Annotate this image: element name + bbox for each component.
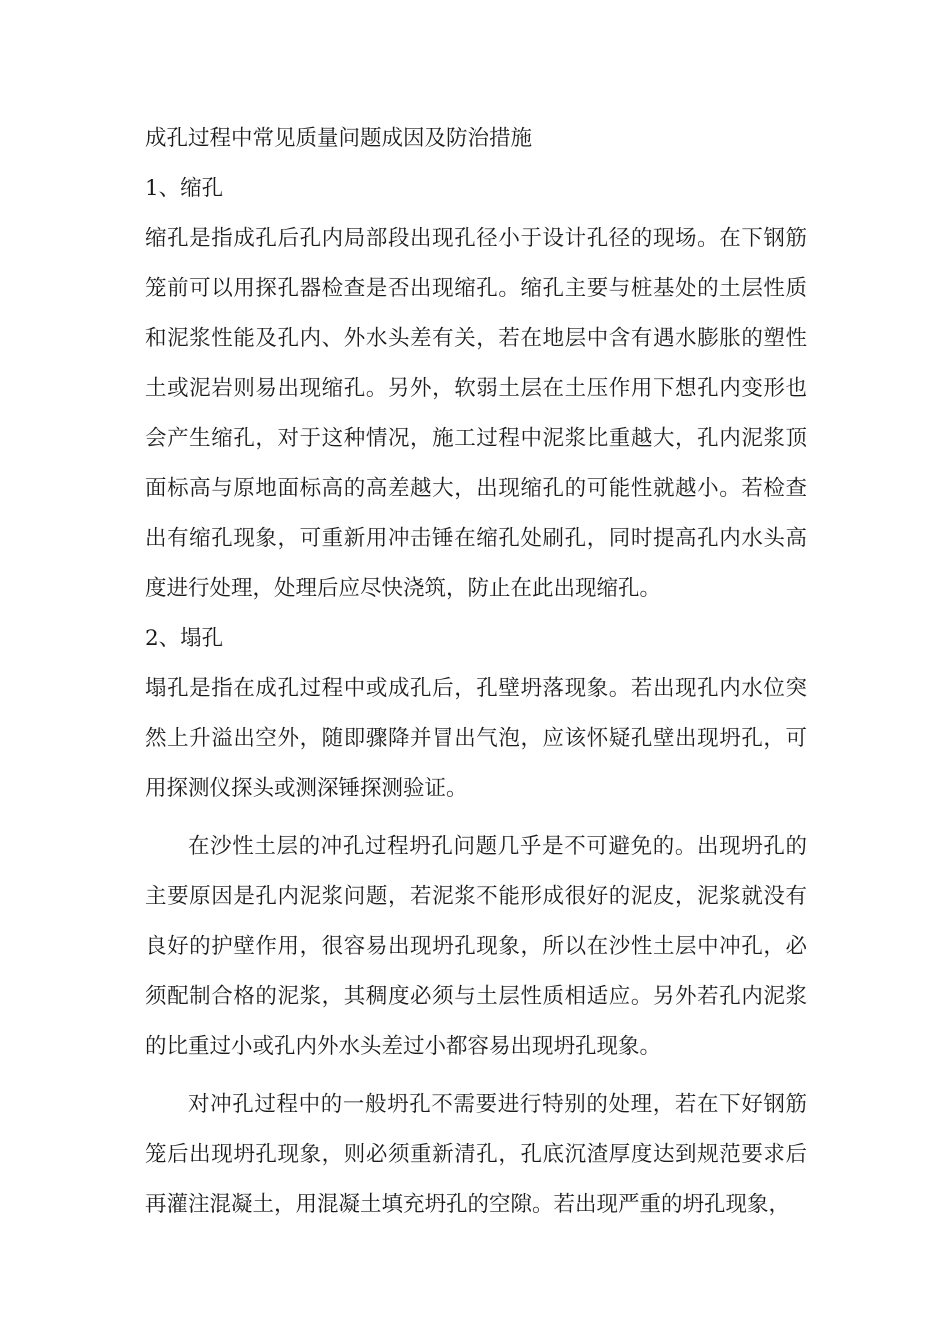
section-2-paragraph-3: 对冲孔过程中的一般坍孔不需要进行特别的处理，若在下好钢筋笼后出现坍孔现象，则必须重新清孔，孔底沉渣厚度达到规范要求后再灌注混凝土，用混凝土填充坍孔的空隙。若出现严重的坍孔现象， <box>145 1092 807 1217</box>
document-title: 成孔过程中常见质量问题成因及防治措施 <box>145 126 533 151</box>
section-2-paragraph-1: 塌孔是指在成孔过程中或成孔后，孔壁坍落现象。若出现孔内水位突然上升溢出空外，随即骤降并冒出气泡，应该怀疑孔壁出现坍孔，可用探测仪探头或测深锤探测验证。 <box>145 676 807 801</box>
section-1-heading: 1、缩孔 <box>145 176 224 201</box>
document-body <box>145 114 807 1230</box>
section-2-paragraph-2: 在沙性土层的冲孔过程坍孔问题几乎是不可避免的。出现坍孔的主要原因是孔内泥浆问题，若泥浆不能形成很好的泥皮，泥浆就没有良好的护壁作用，很容易出现坍孔现象，所以在沙性土层中冲孔，必须配制合格的泥浆，其稠度必须与土层性质相适应。另外若孔内泥浆的比重过小或孔内外水头差过小都容易出现坍孔现象。 <box>145 834 807 1059</box>
section-1-paragraph: 缩孔是指成孔后孔内局部段出现孔径小于设计孔径的现场。在下钢筋笼前可以用探孔器检查是否出现缩孔。缩孔主要与桩基处的土层性质和泥浆性能及孔内、外水头差有关，若在地层中含有遇水膨胀的塑性土或泥岩则易出现缩孔。另外，软弱土层在土压作用下想孔内变形也会产生缩孔，对于这种情况，施工过程中泥浆比重越大，孔内泥浆顶面标高与原地面标高的高差越大，出现缩孔的可能性就越小。若检查出有缩孔现象，可重新用冲击锤在缩孔处刷孔，同时提高孔内水头高度进行处理，处理后应尽快浇筑，防止在此出现缩孔。 <box>145 226 807 601</box>
section-2-heading: 2、塌孔 <box>145 626 224 651</box>
